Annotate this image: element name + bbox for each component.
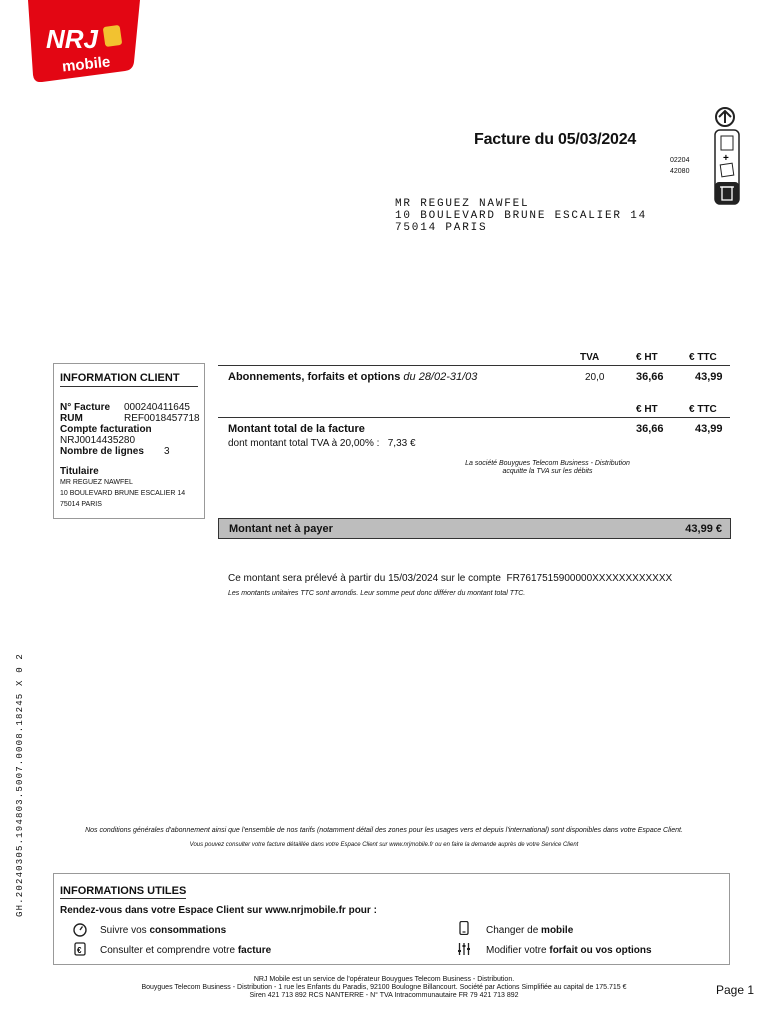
rum-value: REF0018457718: [124, 413, 200, 424]
conditions-line-2: Vous pouvez consulter votre facture détaillée dans votre Espace Client sur www.nrjmobile.fr ou en faire la demande auprès de votre Service Client: [189, 842, 579, 848]
reference-code-1: 02204: [670, 157, 690, 164]
vat-note-line-1: La société Bouygues Telecom Business - Distribution: [465, 460, 630, 467]
address-line-1: MR REGUEZ NAWFEL: [395, 198, 530, 210]
paper-icon: [720, 136, 734, 177]
lines-value: 3: [164, 446, 170, 457]
subscription-label: Abonnements, forfaits et options: [228, 371, 401, 383]
account-label: Compte facturation: [60, 424, 152, 435]
invoice-number-value: 000240411645: [124, 402, 190, 413]
invoice-number-label: N° Facture: [60, 402, 111, 413]
info-item-consumption-text: Suivre vos: [100, 925, 150, 936]
info-item-mobile-bold: mobile: [541, 925, 574, 936]
footer-line-2: Bouygues Telecom Business - Distribution - 1 rue les Enfants du Paradis, 92100 Boulogne Billancourt. Société par Actions Simplifiée au capital de 175.715 €: [141, 984, 627, 991]
address-line-3: 75014 PARIS: [395, 222, 488, 234]
vat-debit-note: [430, 460, 665, 476]
settings-sliders-icon: [457, 942, 471, 956]
address-line-2: 10 BOULEVARD BRUNE ESCALIER 14: [395, 210, 648, 222]
debit-notice: [228, 573, 672, 584]
info-item-plan-text: Modifier votre: [486, 945, 550, 956]
vat-label: dont montant total TVA à 20,00% :: [228, 438, 380, 449]
col-ttc-header: € TTC: [689, 352, 717, 363]
logo-mobile-text: mobile: [61, 53, 112, 76]
holder-label-row: [60, 466, 198, 477]
net-amount-label: Montant net à payer: [229, 523, 333, 535]
account-label-row: [60, 424, 198, 435]
info-item-consumption-bold: consommations: [149, 925, 227, 936]
info-item-invoice[interactable]: [100, 945, 271, 956]
invoice-title: Facture du 05/03/2024: [474, 131, 637, 148]
iban-value: FR7617515900000XXXXXXXXXXXX: [506, 573, 673, 584]
conditions-line-1: Nos conditions générales d'abonnement ainsi que l'ensemble de nos tarifs (notamment détail des zones pour les usages vers et depuis l'international) sont disponibles dans votre Espace Client.: [85, 827, 683, 834]
client-information-heading: INFORMATION CLIENT: [60, 372, 198, 387]
info-item-plan-bold: forfait ou vos options: [549, 945, 652, 956]
account-value: NRJ0014435280: [60, 435, 136, 446]
lines-row: [60, 446, 198, 457]
subscription-row-label: [228, 371, 477, 383]
footer-line-1: NRJ Mobile est un service de l'opérateur Bouygues Telecom Business - Distribution.: [253, 976, 515, 983]
holder-line-2: 10 BOULEVARD BRUNE ESCALIER 14: [60, 490, 186, 497]
vertical-reference: GH.20240305.194803.5007.0008.18245 X 0 2: [15, 652, 25, 918]
info-item-invoice-bold: facture: [237, 945, 272, 956]
logo-nrj-text: NRJ: [46, 24, 99, 54]
invoice-number-row: [60, 402, 198, 413]
total-ht-header: € HT: [636, 404, 658, 415]
col-tva-header: TVA: [580, 352, 600, 363]
vat-row: [228, 438, 416, 449]
page-number: Page 1: [716, 983, 755, 997]
rounding-note: Les montants unitaires TTC sont arrondis. Leur somme peut donc différer du montant total TTC.: [228, 590, 526, 597]
footer-line-3: Siren 421 713 892 RCS NANTERRE - N° TVA Intracommunautaire FR 79 421 713 892: [249, 992, 519, 999]
info-item-consumption[interactable]: [100, 925, 226, 936]
triman-icon: [716, 108, 734, 126]
info-item-invoice-text: Consulter et comprendre votre: [100, 945, 238, 956]
subscription-tva: 20,0: [585, 372, 605, 383]
total-ttc-header: € TTC: [689, 404, 717, 415]
total-label: Montant total de la facture: [228, 423, 365, 435]
total-header-rule: [218, 417, 730, 418]
useful-information-box: [53, 873, 730, 965]
holder-label: Titulaire: [60, 466, 99, 477]
subscription-ttc: 43,99: [695, 371, 723, 383]
vat-value: 7,33 €: [387, 438, 416, 449]
nrj-mobile-logo: [26, 0, 140, 82]
info-item-mobile-text: Changer de: [486, 925, 542, 936]
mobile-phone-icon: [457, 921, 471, 935]
recycling-icons: [713, 106, 741, 206]
legal-footer: [0, 976, 768, 1000]
reference-codes: [670, 155, 689, 177]
net-amount-bar: [218, 518, 731, 539]
lines-label: Nombre de lignes: [60, 446, 144, 457]
svg-text:€: €: [77, 946, 82, 955]
total-ht: 36,66: [636, 423, 664, 435]
rum-row: [60, 413, 198, 424]
reference-code-2: 42080: [670, 168, 690, 175]
col-ht-header: € HT: [636, 352, 658, 363]
info-item-plan[interactable]: [486, 945, 652, 956]
info-item-mobile[interactable]: [486, 925, 573, 936]
subscription-ht: 36,66: [636, 371, 664, 383]
invoice-euro-icon: [73, 942, 87, 956]
holder-line-1: MR REGUEZ NAWFEL: [60, 479, 133, 486]
debit-text: Ce montant sera prélevé à partir du 15/03/2024 sur le compte: [228, 573, 501, 584]
holder-line-3: 75014 PARIS: [60, 501, 102, 508]
subscription-period: du 28/02-31/03: [403, 371, 478, 383]
rum-label: RUM: [60, 413, 83, 424]
useful-information-subheading: Rendez-vous dans votre Espace Client sur www.nrjmobile.fr pour :: [60, 905, 377, 916]
vat-note-line-2: acquitte la TVA sur les débits: [502, 468, 593, 475]
consumption-gauge-icon: [73, 923, 87, 937]
client-information-box: [53, 363, 205, 519]
useful-information-heading: INFORMATIONS UTILES: [60, 885, 187, 897]
recipient-address: [395, 198, 647, 234]
net-amount-value: 43,99 €: [685, 523, 722, 535]
table-header-rule: [218, 365, 730, 366]
svg-text:+: +: [723, 153, 729, 164]
total-ttc: 43,99: [695, 423, 723, 435]
